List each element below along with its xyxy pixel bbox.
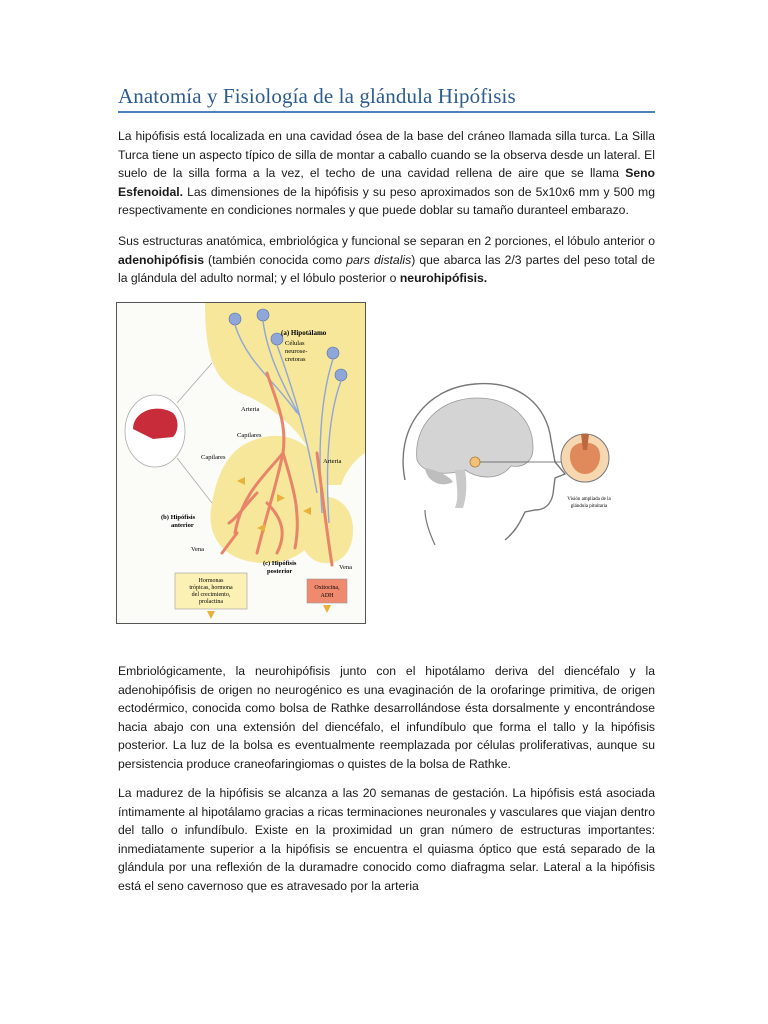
label-hipofisis-posterior-1: (c) Hipófisis bbox=[263, 560, 297, 567]
label-capilares-1: Capilares bbox=[237, 432, 262, 439]
paragraph-2-pars-distalis: pars distalis bbox=[346, 252, 412, 267]
label-capilares-2: Capilares bbox=[201, 454, 226, 461]
label-hipofisis-anterior-1: (b) Hipófisis bbox=[161, 514, 196, 521]
title-underline bbox=[118, 111, 655, 113]
paragraph-1-bold: Seno Esfenoidal. bbox=[118, 166, 655, 199]
oxytocin-arrow bbox=[323, 605, 331, 613]
label-neurose: neurose- bbox=[285, 348, 308, 355]
pituitary-diagram bbox=[116, 302, 366, 624]
paragraph-2-a: Sus estructuras anatómica, embriológica y funcional se separan en 2 porciones, el lóbulo anterior o bbox=[118, 234, 655, 248]
label-vena-1: Vena bbox=[191, 546, 204, 553]
head-profile-svg bbox=[385, 370, 635, 545]
paragraph-1-text: La hipófisis está localizada en una cavidad ósea de la base del cráneo llamada silla turca. La Silla Turca tiene un aspecto típico de silla de montar a caballo cuando se la observa desde un lateral. El suelo de la silla forma a la vez, el techo de una cavidad rellena de aire que se llama bbox=[118, 129, 655, 181]
label-hipotalamo: (a) Hipotálamo bbox=[281, 329, 327, 337]
hormones-arrow bbox=[207, 611, 215, 619]
paragraph-2-e: ) que abarca las 2/3 partes del peso total de la glándula del adulto normal; y el lóbulo posterior o bbox=[118, 252, 655, 286]
label-cretoras: cretoras bbox=[285, 356, 306, 363]
oxytocin-line-2: ADH bbox=[320, 593, 334, 599]
oxytocin-box bbox=[307, 579, 347, 603]
hormones-line-1: Hormonas bbox=[198, 578, 224, 584]
label-hipofisis-posterior-2: posterior bbox=[267, 568, 293, 575]
label-arteria-1: Arteria bbox=[241, 406, 260, 413]
paragraph-1 bbox=[118, 127, 655, 220]
paragraph-2-adenohipofisis: adenohipófisis bbox=[118, 252, 204, 267]
neck-line bbox=[425, 510, 435, 545]
zoom-caption-1: Visión ampliada de la bbox=[567, 497, 611, 502]
paragraph-2-c: (también conocida como bbox=[204, 252, 347, 267]
paragraph-2-neurohipofisis: neurohipófisis. bbox=[399, 271, 488, 286]
label-hipofisis-anterior-2: anterior bbox=[171, 522, 194, 529]
paragraph-3: Embriológicamente, la neurohipófisis junto con el hipotálamo deriva del diencéfalo y la adenohipófisis de origen no neurogénico es una evaginación de la orofaringe primitiva, de origen ectodérmico, conocida como bolsa de Rathke desarrollándose ésta dorsalmente y encontrándose hacia abajo con una extensión del diencéfalo, el infundíbulo que forma el tallo y la hipófisis posterior. La luz de la bolsa es eventualmente reemplazada por células proliferativas, aunque su persistencia produce craneofaringiomas o quistes de la bolsa de Rathke. bbox=[118, 664, 655, 771]
head-profile-figure bbox=[385, 370, 635, 545]
paragraph-4: La madurez de la hipófisis se alcanza a las 20 semanas de gestación. La hipófisis está asociada íntimamente al hipotálamo gracias a ricas terminaciones neuronales y vasculares que viajan dentro del tallo o infundíbulo. Existe en la proximidad un gran número de estructuras importantes: inmediatamente superior a la hipófisis se encuentra el quiasma óptico que está separado de la glándula por una reflexión de la duramadre conocido como diafragma selar. Lateral a la hipófisis está el seno cavernoso que es atravesado por la arteria bbox=[118, 786, 655, 893]
pituitary-diagram-svg bbox=[117, 303, 365, 623]
page-title: Anatomía y Fisiología de la glándula Hipófisis bbox=[118, 84, 516, 108]
brainstem-shape bbox=[455, 470, 466, 508]
hormones-line-2: trópicas, hormona bbox=[189, 585, 233, 591]
hormones-line-3: del crecimiento, bbox=[191, 592, 231, 598]
zoom-caption-2: glándula pituitaria bbox=[570, 504, 608, 509]
label-arteria-2: Arteria bbox=[323, 458, 342, 465]
paragraph-2 bbox=[118, 232, 655, 288]
hormones-line-4: prolactina bbox=[199, 599, 223, 605]
label-celulas: Células bbox=[285, 340, 305, 347]
pituitary-marker bbox=[470, 457, 480, 467]
oxytocin-line-1: Oxitocina, bbox=[314, 585, 340, 591]
label-vena-2: Vena bbox=[339, 564, 352, 571]
paragraph-1-tail: Las dimensiones de la hipófisis y su peso aproximados son de 5x10x6 mm y 500 mg respectivamente en condiciones normales y que puede doblar su tamaño duranteel embarazo. bbox=[118, 184, 655, 218]
